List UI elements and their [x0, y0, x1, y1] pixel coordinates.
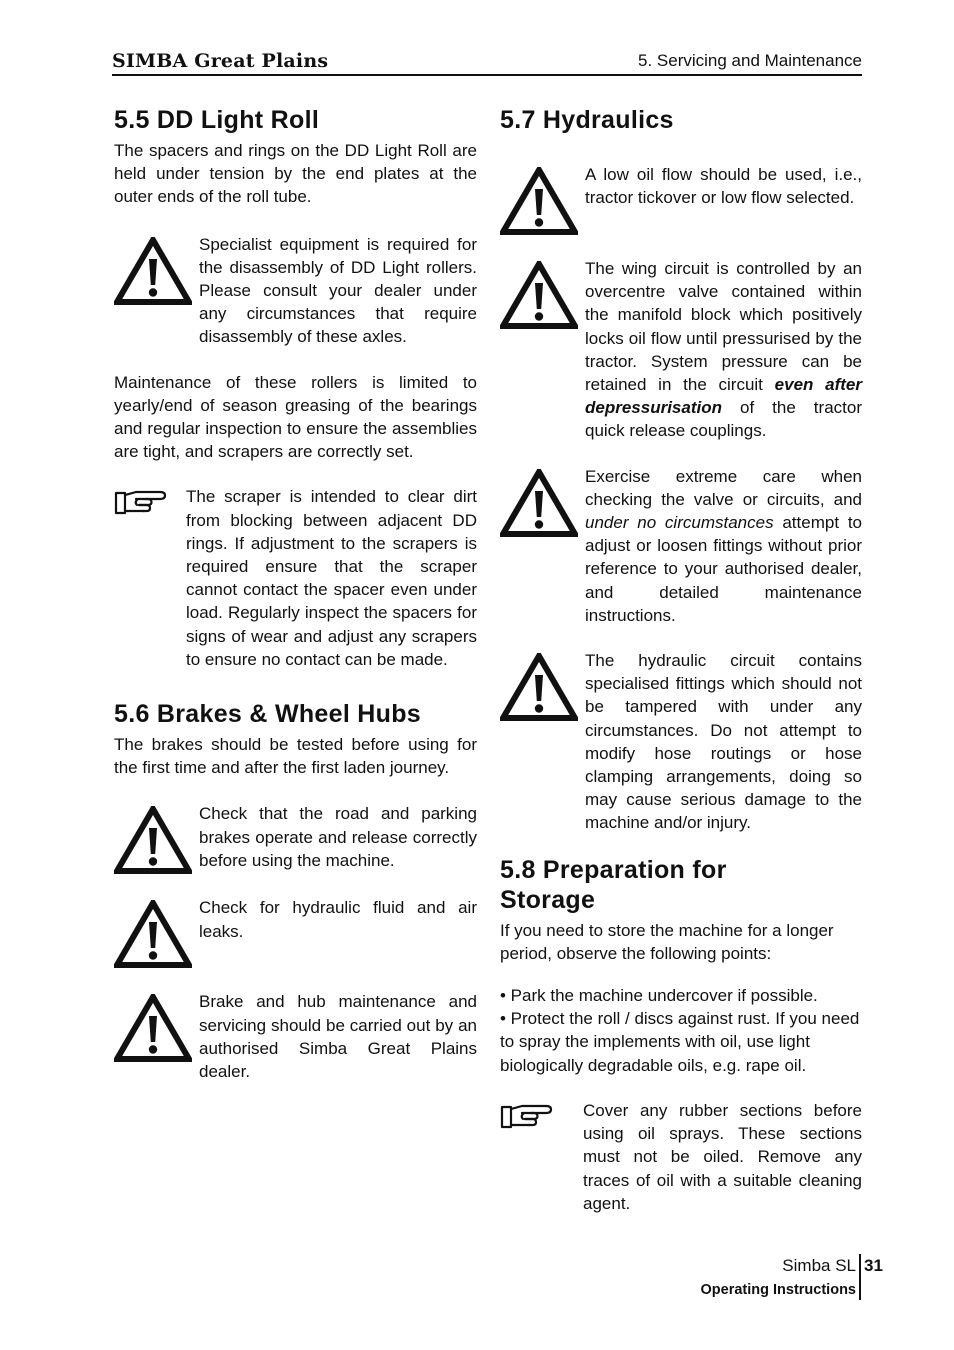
section-title-5-6: 5.6 Brakes & Wheel Hubs [114, 700, 422, 729]
maintenance-text: Maintenance of these rollers is limited to yearly/end of season greasing of the bearings and regular inspection to ensure the assemblies are tight, and scrapers are correctly set. [114, 372, 477, 462]
warning-icon [114, 994, 192, 1062]
bullet-item: • Protect the roll / discs against rust. If you need to spray the implements with oil, use light biologically degradable oils, e.g. rape oil. [500, 1009, 860, 1075]
chapter-label: 5. Servicing and Maintenance [638, 51, 862, 70]
section-5-6 [114, 699, 477, 1083]
warning-block [500, 163, 862, 235]
warning-text: Check that the road and parking brakes operate and release correctly before using the machine. [199, 804, 477, 870]
warning-text: A low oil flow should be used, i.e., tractor tickover or low flow selected. [585, 165, 862, 208]
section-title-line: 5.8 Preparation for [500, 855, 727, 884]
bullet-item: • Park the machine undercover if possible. [500, 986, 818, 1006]
pointing-hand-icon [500, 1101, 556, 1131]
warning-icon [500, 261, 578, 329]
warning-text: The hydraulic circuit contains specialised fittings which should not be tampered with under any circumstances. Do not attempt to modify hose routings or hose clamping arrangements, doing so may cause serious damage to the machine and/or injury. [585, 651, 862, 833]
warning-icon [500, 653, 578, 721]
footer-subtitle: Operating Instructions [700, 1282, 856, 1298]
intro-5-6: The brakes should be tested before using for the first time and after the first laden journey. [114, 735, 477, 778]
section-5-7 [500, 105, 862, 835]
footer-divider [859, 1254, 861, 1300]
warning-text: Specialist equipment is required for the disassembly of DD Light rollers. Please consult your dealer under any circumstances that require disassembly of these axles. [199, 234, 477, 347]
warning-block [114, 802, 477, 874]
page-number: 31 [864, 1256, 883, 1275]
page-header [112, 48, 862, 76]
warning-block [500, 465, 862, 627]
warning-icon [500, 469, 578, 537]
brand-great-plains: Great Plains [187, 50, 329, 72]
warning-block [114, 896, 477, 968]
section-title-5-8 [500, 855, 862, 915]
note-text: Cover any rubber sections before using oil sprays. These sections must not be oiled. Remove any traces of oil with a suitable cleaning agent. [583, 1100, 862, 1213]
note-text: The scraper is intended to clear dirt from blocking between adjacent DD rings. If adjustment to the scrapers is required ensure that the scraper cannot contact the spacer even under load. Regularly inspect the spacers for signs of wear and adjust any scrapers to ensure no contact can be made. [186, 487, 477, 669]
warning-block [500, 649, 862, 835]
warning-text: Brake and hub maintenance and servicing should be carried out by an authorised Simba Great Plains dealer. [199, 992, 477, 1082]
section-5-8 [500, 855, 862, 1215]
warning-text: Check for hydraulic fluid and air leaks. [199, 898, 477, 941]
pointing-hand-icon [114, 487, 170, 517]
warning-icon [500, 167, 578, 235]
note-block [500, 1099, 862, 1215]
warning-icon [114, 806, 192, 874]
right-column [500, 105, 862, 1215]
section-title-5-7: 5.7 Hydraulics [500, 106, 674, 134]
note-block [114, 485, 477, 671]
warning-block [500, 257, 862, 443]
warning-text-part: of the tractor quick release couplings. [585, 398, 862, 441]
warning-text [585, 465, 862, 627]
section-title-5-5: 5.5 DD Light Roll [114, 106, 320, 134]
emphasis-text: under no circumstances [585, 513, 774, 533]
section-title-line: Storage [500, 885, 596, 914]
warning-text-part: The wing circuit is controlled by an overcentre valve contained within the manifold block which positively locks oil flow until pressurised by the tractor. System pressure can be retained in the circuit [585, 259, 862, 395]
warning-text [585, 257, 862, 443]
footer-product-name: Simba SL [782, 1256, 856, 1275]
warning-text-part: Exercise extreme care when checking the valve or circuits, and [585, 466, 862, 509]
warning-icon [114, 237, 192, 305]
intro-5-8: If you need to store the machine for a longer period, observe the following points: [500, 920, 834, 963]
left-column [114, 105, 477, 1083]
warning-icon [114, 900, 192, 968]
warning-block [114, 233, 477, 349]
warning-text-part: attempt to adjust or loosen fittings without prior reference to your authorised dealer, and detailed maintenance instructions. [585, 513, 862, 625]
emphasis-text: even after depressurisation [585, 375, 862, 418]
brand-logo [112, 50, 328, 72]
brand-simba: SIMBA [112, 50, 188, 72]
intro-5-5: The spacers and rings on the DD Light Roll are held under tension by the end plates at the outer ends of the roll tube. [114, 141, 477, 207]
section-5-5 [114, 105, 477, 671]
warning-block [114, 990, 477, 1083]
